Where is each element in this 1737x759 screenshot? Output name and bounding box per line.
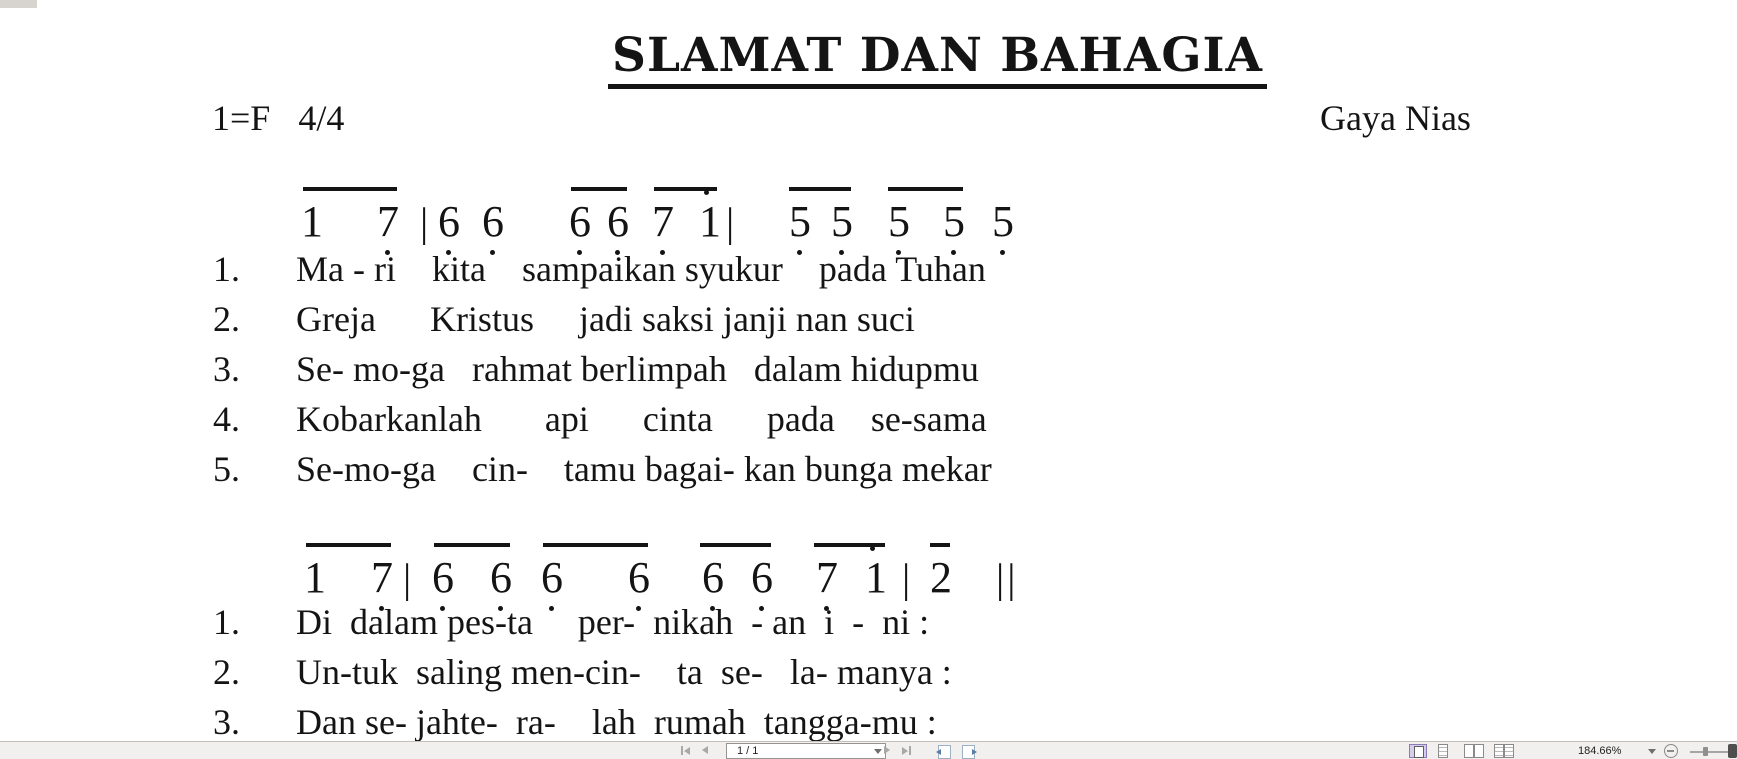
- notation-note: 5: [888, 197, 910, 246]
- verse-text: Dan se- jahte- ra- lah rumah tangga-mu :: [296, 702, 937, 741]
- page-number-input[interactable]: [726, 743, 886, 759]
- verse-text: Un-tuk saling men-cin- ta se- la- manya :: [296, 652, 952, 692]
- notation-note: 6: [482, 197, 504, 246]
- beam-overline: [888, 187, 963, 191]
- zoom-slider-handle[interactable]: [1703, 747, 1708, 756]
- beam-overline: [789, 187, 851, 191]
- key-signature: 1=F: [212, 98, 271, 138]
- octave-dot-above: [870, 546, 875, 551]
- zoom-level-value: 184.66%: [1578, 745, 1622, 757]
- notation-note: 2: [930, 553, 952, 602]
- octave-dot-above: [704, 190, 709, 195]
- beam-overline: [543, 543, 648, 547]
- previous-page-icon: [702, 746, 708, 754]
- last-page-button[interactable]: [902, 746, 911, 755]
- barline: |: [403, 555, 412, 601]
- verse-text: Se- mo-ga rahmat berlimpah dalam hidupmu: [296, 349, 979, 389]
- notation-note: 6: [751, 553, 773, 602]
- notation-note: 5: [943, 197, 965, 246]
- song-title: SLAMAT DAN BAHAGIA: [608, 30, 1267, 89]
- continuous-page-icon: [1438, 744, 1448, 758]
- view-mode-facing-button[interactable]: [1464, 744, 1484, 758]
- notation-note: 6: [702, 553, 724, 602]
- verse-number: 1.: [213, 249, 240, 289]
- verse-number: 3.: [213, 349, 240, 389]
- notation-note: 6: [569, 197, 591, 246]
- notation-note: 6: [432, 553, 454, 602]
- notation-note: 1: [301, 197, 323, 246]
- notation-note: 7: [816, 553, 838, 602]
- verse-number: 4.: [213, 399, 240, 439]
- last-page-icon: [902, 747, 908, 755]
- double-barline: ||: [996, 555, 1019, 601]
- verse-number: 1.: [213, 602, 240, 642]
- barline: |: [420, 199, 429, 245]
- octave-dot-below: [1000, 250, 1005, 255]
- previous-page-button[interactable]: [702, 746, 708, 754]
- continuous-facing-icon: [1504, 744, 1514, 758]
- notation-note: 7: [377, 197, 399, 246]
- notation-note: 1: [304, 553, 326, 602]
- page-number-value: 1 / 1: [737, 745, 759, 757]
- next-page-icon: [884, 746, 890, 754]
- beam-overline: [930, 543, 950, 547]
- beam-overline: [303, 187, 397, 191]
- notation-note: 6: [541, 553, 563, 602]
- page-dropdown-arrow-icon[interactable]: [874, 749, 882, 754]
- previous-view-button[interactable]: [938, 745, 951, 759]
- notation-note: 7: [652, 197, 674, 246]
- notation-note: 5: [789, 197, 811, 246]
- barline: |: [902, 555, 911, 601]
- single-page-icon: [1414, 746, 1424, 758]
- status-bar: [0, 741, 1737, 759]
- notation-note: 7: [371, 553, 393, 602]
- facing-pages-icon: [1474, 744, 1484, 758]
- notation-note: 6: [490, 553, 512, 602]
- zoom-dropdown-arrow-icon[interactable]: [1648, 749, 1656, 754]
- style-label: Gaya Nias: [1320, 98, 1471, 138]
- first-page-icon: [681, 746, 683, 755]
- beam-overline: [306, 543, 391, 547]
- notation-note: 6: [628, 553, 650, 602]
- time-signature: 4/4: [298, 98, 345, 138]
- notation-note: 1: [699, 197, 721, 246]
- zoom-in-button-clipped[interactable]: [1728, 744, 1737, 758]
- next-page-button[interactable]: [884, 746, 890, 754]
- beam-overline: [434, 543, 510, 547]
- verse-number: 5.: [213, 449, 240, 489]
- key-time-signature: [212, 100, 344, 136]
- first-page-button[interactable]: [681, 746, 690, 755]
- verse-number: 2.: [213, 299, 240, 339]
- window-corner-fragment: [0, 0, 37, 8]
- verse-number: 2.: [213, 652, 240, 692]
- notation-note: 5: [831, 197, 853, 246]
- view-mode-continuous-facing-button[interactable]: [1494, 744, 1514, 758]
- verse-number: 3.: [213, 702, 240, 741]
- barline: |: [726, 199, 735, 245]
- notation-note: 1: [865, 553, 887, 602]
- zoom-out-button[interactable]: [1664, 744, 1678, 758]
- next-view-button[interactable]: [962, 745, 975, 759]
- beam-overline: [571, 187, 627, 191]
- verse-text: Greja Kristus jadi saksi janji nan suci: [296, 299, 915, 339]
- zoom-slider[interactable]: [1690, 751, 1728, 753]
- view-mode-single-page-button[interactable]: [1409, 744, 1427, 758]
- verse-text: Ma - ri kita sampaikan syukur pada Tuhan: [296, 249, 986, 289]
- notation-note: 6: [607, 197, 629, 246]
- notation-note: 5: [992, 197, 1014, 246]
- verse-text: Se-mo-ga cin- tamu bagai- kan bunga mekar: [296, 449, 992, 489]
- notation-note: 6: [438, 197, 460, 246]
- view-mode-continuous-button[interactable]: [1438, 744, 1450, 758]
- verse-text: Di dalam pes-ta per- nikah - an i - ni :: [296, 602, 930, 642]
- beam-overline: [700, 543, 771, 547]
- verse-text: Kobarkanlah api cinta pada se-sama: [296, 399, 987, 439]
